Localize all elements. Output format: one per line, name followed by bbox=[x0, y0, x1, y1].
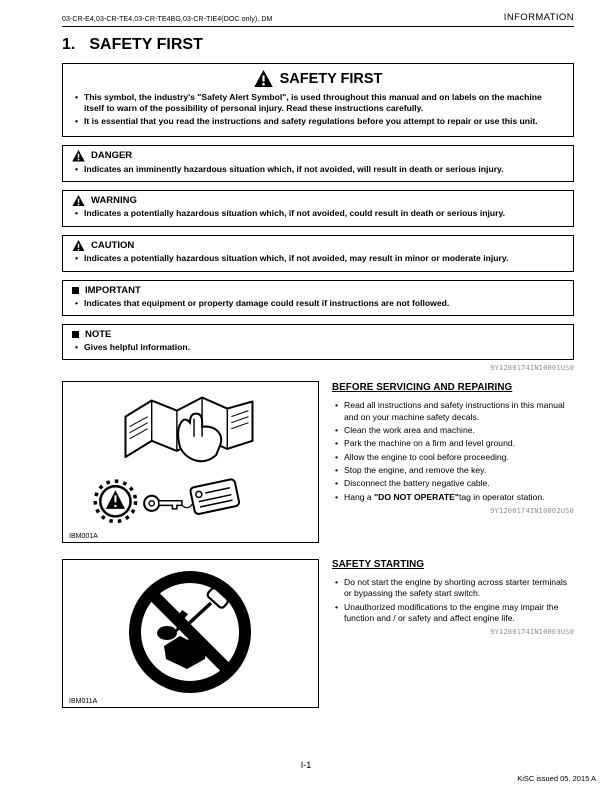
issue-note: KiSC issued 05, 2015 A bbox=[517, 774, 596, 783]
alert-header bbox=[72, 150, 564, 162]
alert-text: • Indicates a potentially hazardous situation which, if not avoided, could result in death or serious injury. bbox=[72, 208, 564, 219]
alert-box-important bbox=[62, 280, 574, 316]
list-item: • Do not start the engine by shorting across starter terminals or bypassing the safety start switch. bbox=[332, 577, 574, 600]
safety-first-title-text: SAFETY FIRST bbox=[279, 70, 383, 87]
square-marker-icon bbox=[72, 287, 79, 294]
text-column bbox=[332, 381, 574, 708]
reference-code: 9Y1200174INI0003US0 bbox=[490, 628, 574, 637]
alert-header bbox=[72, 329, 564, 340]
section-label: INFORMATION bbox=[503, 12, 574, 23]
section-heading: BEFORE SERVICING AND REPAIRING bbox=[332, 382, 513, 394]
list-item: • This symbol, the industry's "Safety Alert Symbol", is used throughout this manual and on labels on the machine itself to warn of the possibility of personal injury. Read these instructions carefully. bbox=[72, 92, 564, 115]
alert-box-warning bbox=[62, 190, 574, 227]
alert-label: DANGER bbox=[91, 150, 133, 162]
alert-label: IMPORTANT bbox=[85, 284, 141, 296]
do-not-operate-emphasis: "DO NOT OPERATE" bbox=[374, 491, 459, 502]
reference-code: 9Y1200174INI0002US0 bbox=[490, 507, 574, 515]
document-code: 03-CR-E4,03-CR-TE4,03-CR-TE4BG,03-CR-TIE4(DOC only), DM bbox=[62, 16, 273, 23]
alert-text: • Indicates an imminently hazardous situation which, if not avoided, will result in death or serious injury. bbox=[72, 164, 564, 175]
alert-header bbox=[72, 195, 564, 207]
figure-label: IBM001A bbox=[69, 533, 98, 541]
list-item: • Stop the engine, and remove the key. bbox=[332, 465, 574, 476]
warning-triangle-icon bbox=[72, 240, 85, 252]
hang-tag-suffix: tag in operator station. bbox=[458, 491, 545, 502]
alert-box-danger bbox=[62, 145, 574, 182]
alert-box-note bbox=[62, 324, 574, 360]
alert-header bbox=[72, 240, 564, 252]
warning-triangle-icon bbox=[72, 195, 85, 207]
list-item: • It is essential that you read the instructions and safety regulations before you attempt to repair or use this unit. bbox=[72, 116, 564, 127]
hang-tag-prefix: Hang a bbox=[344, 491, 375, 502]
alert-box-caution bbox=[62, 235, 574, 272]
page-header bbox=[62, 12, 574, 27]
alert-text: • Gives helpful information. bbox=[72, 342, 564, 353]
list-item: • Clean the work area and machine. bbox=[332, 425, 574, 436]
chapter-number: 1. bbox=[62, 36, 76, 53]
section-safety-starting bbox=[332, 559, 574, 636]
section-heading: SAFETY STARTING bbox=[332, 559, 425, 570]
figure-label: IBM011A bbox=[69, 698, 98, 706]
alert-label: WARNING bbox=[91, 195, 137, 207]
warning-triangle-icon bbox=[254, 70, 273, 87]
figure-manual-and-hand bbox=[62, 381, 319, 543]
chapter-title-text: SAFETY FIRST bbox=[89, 36, 203, 53]
content-columns bbox=[62, 381, 574, 708]
open-manual-illustration bbox=[63, 382, 318, 542]
reference-code: 9Y1200174INI0001US0 bbox=[490, 364, 574, 373]
figure-no-start-by-shorting bbox=[62, 559, 319, 708]
list-item: • Allow the engine to cool before proceeding. bbox=[332, 452, 574, 463]
figures-column bbox=[62, 381, 319, 708]
alert-header bbox=[72, 285, 564, 296]
page-title bbox=[62, 36, 574, 54]
section-before-servicing bbox=[332, 382, 574, 515]
list-item: • Disconnect the battery negative cable. bbox=[332, 478, 574, 489]
alert-label: NOTE bbox=[85, 328, 112, 340]
alert-text: • Indicates a potentially hazardous situation which, if not avoided, may result in minor or moderate injury. bbox=[72, 253, 564, 264]
list-item-do-not-operate bbox=[332, 492, 574, 503]
list-item: • Unauthorized modifications to the engine may impair the function and / or safety and affect engine life. bbox=[332, 602, 574, 625]
safety-first-heading bbox=[72, 70, 564, 87]
warning-triangle-icon bbox=[72, 150, 85, 162]
list-item: • Park the machine on a firm and level ground. bbox=[332, 438, 574, 449]
list-item: • Read all instructions and safety instructions in this manual and on your machine safety decals. bbox=[332, 400, 574, 423]
alert-text: • Indicates that equipment or property damage could result if instructions are not followed. bbox=[72, 298, 564, 309]
page-number: I-1 bbox=[300, 760, 312, 770]
prohibition-sign-illustration bbox=[63, 560, 318, 707]
alert-label: CAUTION bbox=[91, 239, 135, 251]
safety-first-box bbox=[62, 63, 574, 137]
square-marker-icon bbox=[72, 331, 79, 338]
